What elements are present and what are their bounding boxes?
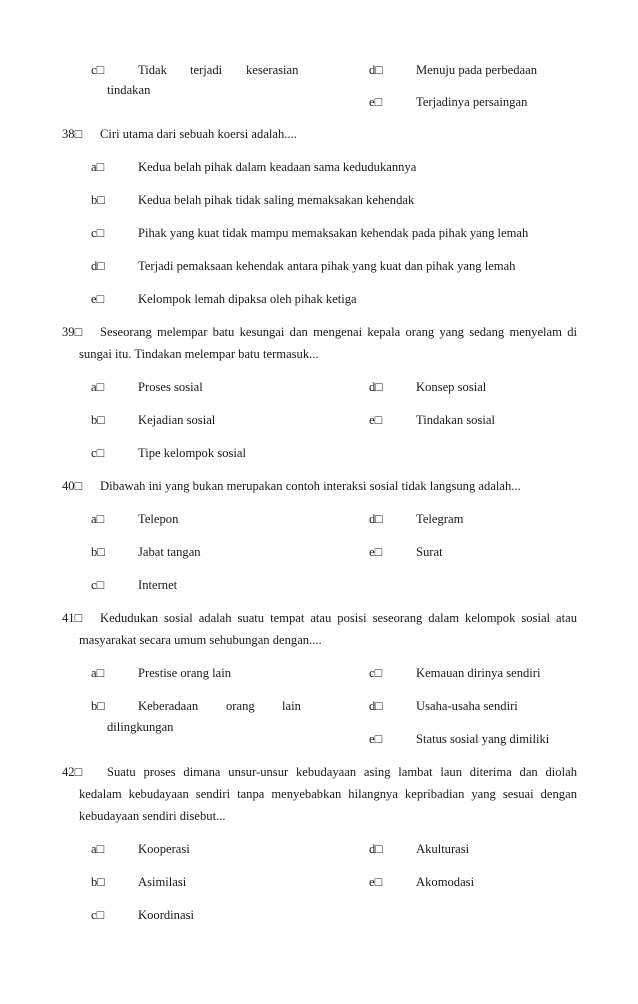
option-letter: e□ (369, 413, 383, 427)
question-stem-continuation: masyarakat secara umum sehubungan dengan.... (79, 633, 322, 647)
option-letter: a□ (91, 666, 105, 680)
option-letter: c□ (91, 226, 105, 240)
option-letter: d□ (369, 699, 383, 713)
option-text: Status sosial yang dimiliki (416, 732, 550, 746)
option-word: Tidak (138, 63, 167, 77)
question-stem-continuation: kedalam kebudayaan sendiri tanpa menyebabkan hilangnya kepribadian yang sesuai dengan (79, 787, 577, 801)
option-letter: b□ (91, 413, 105, 427)
option-letter: b□ (91, 193, 105, 207)
option-text: Konsep sosial (416, 380, 487, 394)
option-text: Kemauan dirinya sendiri (416, 666, 541, 680)
option-text: Telepon (138, 512, 179, 526)
option-text: Koordinasi (138, 908, 194, 922)
option-text: Jabat tangan (138, 545, 201, 559)
option-letter: c□ (91, 63, 105, 77)
option-letter: c□ (369, 666, 383, 680)
option-letter: d□ (91, 259, 105, 273)
option-letter: b□ (91, 545, 105, 559)
option-word: orang (226, 699, 255, 713)
option-text: Kejadian sosial (138, 413, 216, 427)
option-text: Terjadinya persaingan (416, 95, 528, 109)
option-letter: a□ (91, 160, 105, 174)
option-word: lain (282, 699, 301, 713)
option-letter: a□ (91, 842, 105, 856)
option-text: Proses sosial (138, 380, 203, 394)
option-letter: c□ (91, 446, 105, 460)
option-text-continuation: dilingkungan (107, 720, 174, 734)
option-letter: d□ (369, 380, 383, 394)
question-stem: Ciri utama dari sebuah koersi adalah.... (100, 127, 297, 141)
option-letter: e□ (369, 732, 383, 746)
option-text: Internet (138, 578, 178, 592)
option-text: Kedua belah pihak dalam keadaan sama kedudukannya (138, 160, 417, 174)
option-text: Tindakan sosial (416, 413, 495, 427)
question-number: 39□ (62, 325, 83, 339)
option-letter: e□ (369, 95, 383, 109)
question-number: 38□ (62, 127, 83, 141)
question-stem-continuation: kebudayaan sendiri disebut... (79, 809, 226, 823)
option-text-continuation: tindakan (107, 83, 151, 97)
option-letter: d□ (369, 512, 383, 526)
option-text: Surat (416, 545, 443, 559)
question-number: 40□ (62, 479, 83, 493)
option-text: Telegram (416, 512, 464, 526)
option-letter: e□ (91, 292, 105, 306)
option-word: Keberadaan (138, 699, 199, 713)
option-word: keserasian (246, 63, 299, 77)
option-letter: e□ (369, 875, 383, 889)
option-text: Akomodasi (416, 875, 475, 889)
option-text: Prestise orang lain (138, 666, 232, 680)
option-text: Usaha-usaha sendiri (416, 699, 518, 713)
option-text: Pihak yang kuat tidak mampu memaksakan kehendak pada pihak yang lemah (138, 226, 529, 240)
question-number: 42□ (62, 765, 83, 779)
option-letter: c□ (91, 908, 105, 922)
option-letter: d□ (369, 842, 383, 856)
option-word: terjadi (190, 63, 223, 77)
question-stem-continuation: sungai itu. Tindakan melempar batu termasuk... (79, 347, 319, 361)
question-number: 41□ (62, 611, 83, 625)
option-text: Asimilasi (138, 875, 187, 889)
question-stem: Seseorang melempar batu kesungai dan mengenai kepala orang yang sedang menyelam di (100, 325, 577, 339)
question-stem: Suatu proses dimana unsur-unsur kebudayaan asing lambat laun diterima dan diolah (107, 765, 577, 779)
option-text: Kedua belah pihak tidak saling memaksakan kehendak (138, 193, 415, 207)
option-letter: e□ (369, 545, 383, 559)
option-text: Terjadi pemaksaan kehendak antara pihak yang kuat dan pihak yang lemah (138, 259, 516, 273)
option-text: Kooperasi (138, 842, 190, 856)
option-text: Menuju pada perbedaan (416, 63, 537, 77)
question-stem: Kedudukan sosial adalah suatu tempat atau posisi seseorang dalam kelompok sosial atau (100, 611, 577, 625)
option-letter: a□ (91, 512, 105, 526)
question-stem: Dibawah ini yang bukan merupakan contoh interaksi sosial tidak langsung adalah... (100, 479, 521, 493)
option-letter: b□ (91, 699, 105, 713)
option-letter: d□ (369, 63, 383, 77)
option-letter: a□ (91, 380, 105, 394)
option-letter: c□ (91, 578, 105, 592)
option-text: Kelompok lemah dipaksa oleh pihak ketiga (138, 292, 357, 306)
option-text: Akulturasi (416, 842, 470, 856)
option-text: Tipe kelompok sosial (138, 446, 246, 460)
option-letter: b□ (91, 875, 105, 889)
